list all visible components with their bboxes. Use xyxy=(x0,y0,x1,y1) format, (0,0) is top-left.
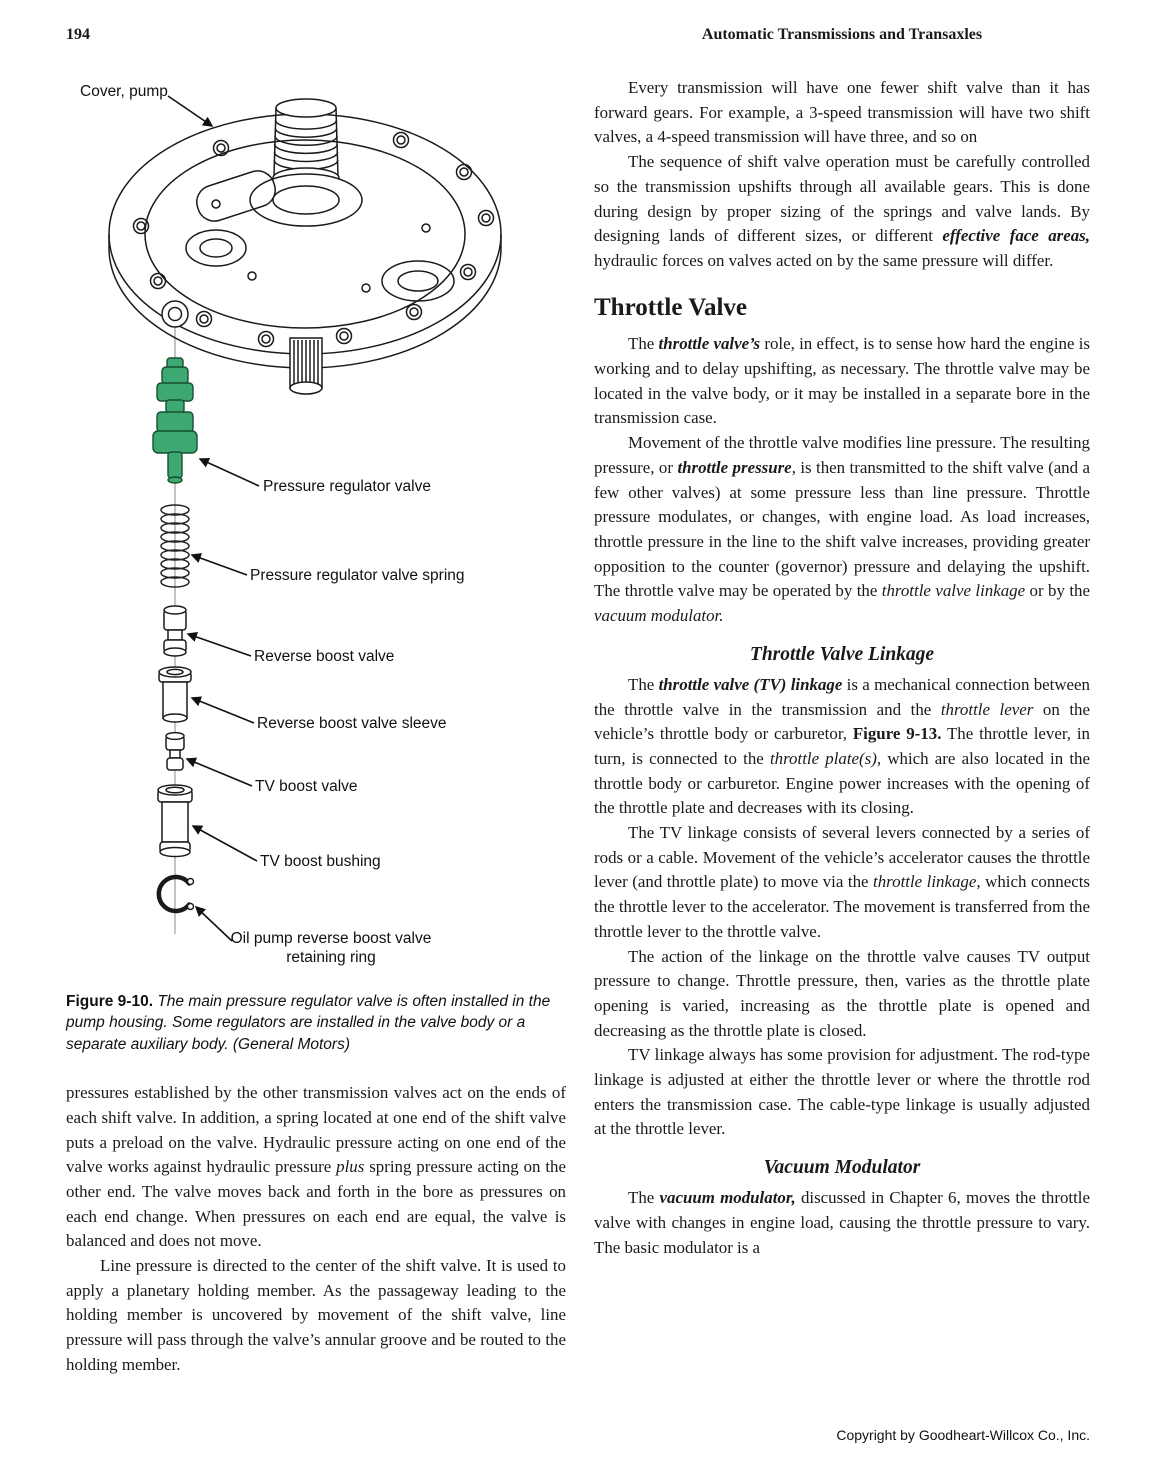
label-tv-boost-bushing: TV boost bushing xyxy=(260,853,381,870)
subheading-vacuum-modulator: Vacuum Modulator xyxy=(763,1157,921,1179)
paragraph: The action of the linkage on the throttle valve causes TV output pressure to change. Throttle pressure, then, varies as the throttle plate opening is varied, increasing as the throttle plate is opened and decreasing as the throttle plate is closed. xyxy=(594,946,1090,1040)
section-heading-throttle-valve: Throttle Valve xyxy=(594,293,748,321)
reverse-boost-valve-sleeve-icon xyxy=(159,667,191,722)
paragraph: The TV linkage consists of several levers connected by a series of rods or a cable. Movement of the vehicle’s accelerator causes the throttle lever (and throttle plate) to move via the throttle linkage, which connects the throttle lever to the accelerator. The movement is transferred from the throttle lever to the throttle valve. xyxy=(594,823,1091,941)
pump-and-valve-diagram-illustration xyxy=(66,76,566,981)
paragraph: The vacuum modulator, discussed in Chapter 6, moves the throttle valve with changes in engine load, causing the throttle pressure to vary. The basic modulator is a xyxy=(594,1188,1091,1257)
label-reverse-boost-valve-sleeve: Reverse boost valve sleeve xyxy=(257,715,447,732)
paragraph: Movement of the throttle valve modifies line pressure. The resulting pressure, or throttle pressure, is then transmitted to the shift valve (and a few other valves) at some pressure less than line pressure. Throttle pressure modulates, or changes, with engine load. As load increases, throttle pressure in the line to the shift valve increases, providing greater opposition to the counter (governor) pressure and delaying the upshift. The throttle valve may be operated by the throttle valve linkage or by the vacuum modulator. xyxy=(594,433,1091,626)
paragraph: The sequence of shift valve operation must be carefully controlled so the transmission upshifts through all available gears. This is done during design by proper sizing of the springs and valve lands. By designing lands of different sizes, or different effective face areas, hydraulic forces on valves acted on by the same pressure will differ. xyxy=(594,152,1090,270)
paragraph: TV linkage always has some provision for adjustment. The rod-type linkage is adjusted at either the throttle lever or where the throttle rod enters the transmission case. The cable-type linkage is usually adjusted at the throttle lever. xyxy=(594,1045,1090,1139)
paragraph: Every transmission will have one fewer shift valve than it has forward gears. For example, a 3-speed transmission will have two shift valves, a 4-speed transmission will have three, and so on xyxy=(594,78,1090,147)
pressure-regulator-valve-icon xyxy=(153,358,197,483)
label-tv-boost-valve: TV boost valve xyxy=(255,778,358,795)
paragraph: Line pressure is directed to the center of the shift valve. It is used to apply a planetary holding member. As the passageway leading to the holding member is uncovered by movement of the shift valve, line pressure will pass through the valve’s annular groove and be routed to the holding member. xyxy=(66,1256,566,1374)
left-column xyxy=(66,76,566,1378)
subheading-throttle-valve-linkage: Throttle Valve Linkage xyxy=(749,643,935,665)
label-cover-pump: Cover, pump xyxy=(80,83,168,100)
pump-cover-icon xyxy=(109,99,501,394)
tv-boost-valve-icon xyxy=(166,733,184,770)
label-pressure-regulator-valve: Pressure regulator valve xyxy=(263,478,431,495)
paragraph: pressures established by the other transmission valves act on the ends of each shift valve. In addition, a spring located at one end of the shift valve puts a preload on the valve. Hydraulic pressure acting on one end of the valve works against hydraulic pressure plus spring pressure acting on the other end. The valve moves back and forth in the bore as pressures on each end change. When pressures on each end are equal, the valve is balanced and does not move. xyxy=(66,1083,567,1251)
tv-boost-bushing-icon xyxy=(158,785,192,857)
right-column xyxy=(594,76,1090,1378)
label-retaining-ring: Oil pump reverse boost valve retaining ring xyxy=(230,930,432,967)
splined-shaft-icon xyxy=(290,338,322,394)
retaining-ring-icon xyxy=(159,877,194,911)
page-header xyxy=(0,0,1156,44)
reverse-boost-valve-icon xyxy=(164,606,186,656)
figure-9-10 xyxy=(66,76,566,981)
paragraph: The throttle valve’s role, in effect, is to sense how hard the engine is working and to delay upshifting, as necessary. The throttle valve may be located in the valve body, or it may be installed in a separate bore in the transmission case. xyxy=(594,334,1090,428)
figure-caption: Figure 9-10. The main pressure regulator valve is often installed in the pump housing. Some regulators are installed in the valve body or a separate auxiliary body. (General Motors) xyxy=(66,993,551,1053)
paragraph: The throttle valve (TV) linkage is a mechanical connection between the throttle valve in the transmission and the throttle lever on the vehicle’s throttle body or carburetor, Figure 9-13. The throttle lever, in turn, is connected to the throttle plate(s), which are also located in the throttle body or carburetor. Engine power increases with the opening of the throttle plate and decreases with its closing. xyxy=(594,674,1090,818)
copyright-notice: Copyright by Goodheart-Willcox Co., Inc. xyxy=(836,1427,1090,1443)
left-column-text xyxy=(66,1081,566,1377)
page-number: 194 xyxy=(66,26,90,43)
label-reverse-boost-valve: Reverse boost valve xyxy=(254,648,395,665)
label-pressure-regulator-valve-spring: Pressure regulator valve spring xyxy=(250,567,465,584)
running-head: Automatic Transmissions and Transaxles xyxy=(701,26,983,43)
two-column-layout xyxy=(0,76,1156,1378)
